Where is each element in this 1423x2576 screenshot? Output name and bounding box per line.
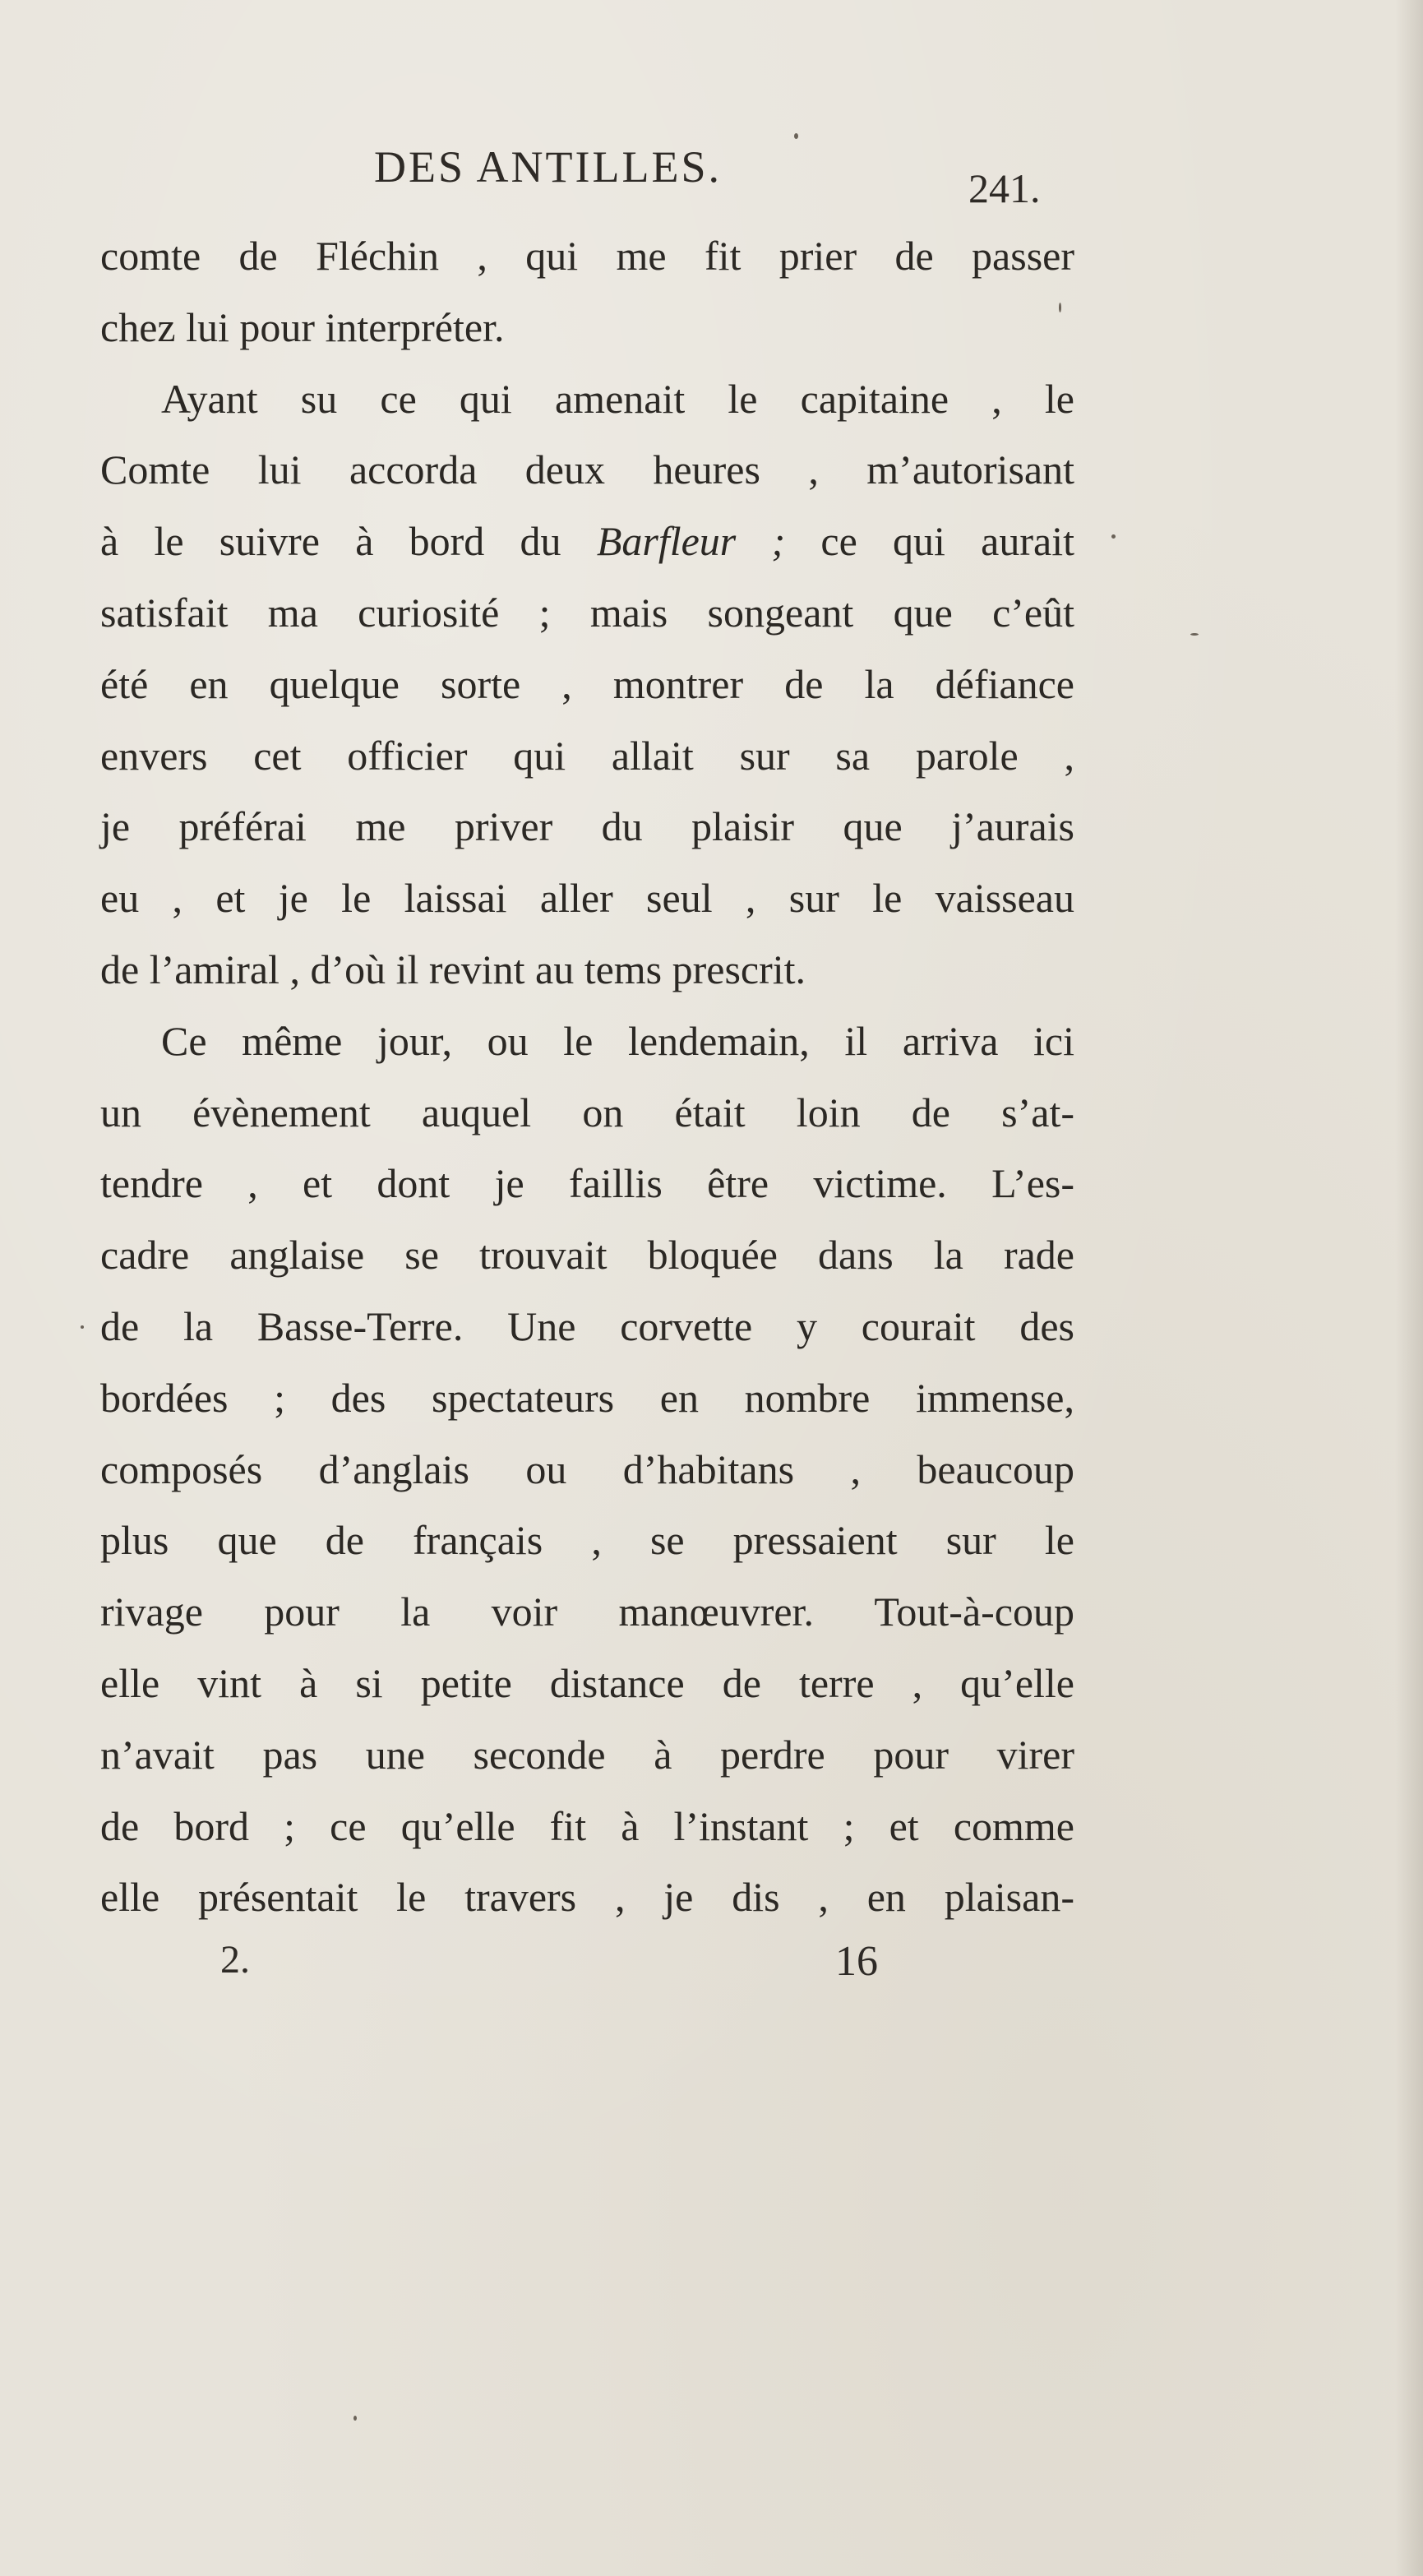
running-head: DES ANTILLES. [374, 142, 722, 192]
text-line: Comte lui accorda deux heures , m’autorisant [100, 446, 1074, 493]
paper-speck [1190, 633, 1199, 636]
text-line: envers cet officier qui allait sur sa parole , [100, 732, 1074, 779]
text-line: de l’amiral , d’où il revint au tems prescrit. [100, 946, 806, 992]
text-line: été en quelque sorte , montrer de la défiance [100, 660, 1074, 707]
paragraph-start-line: Ayant su ce qui amenait le capitaine , le [161, 375, 1074, 422]
text-line: rivage pour la voir manœuvrer. Tout-à-coup [100, 1589, 1074, 1635]
paragraph-start-line: Ce même jour, ou le lendemain, il arriva ici [161, 1017, 1074, 1064]
ship-name-italic: Barfleur ; [596, 518, 786, 565]
text-line: de bord ; ce qu’elle fit à l’instant ; et comme [100, 1802, 1074, 1849]
text-line: comte de Fléchin , qui me fit prier de passer [100, 233, 1074, 279]
text-line: tendre , et dont je faillis être victime. L’es- [100, 1160, 1074, 1207]
page-edge-shadow [1395, 0, 1423, 2576]
paper-speck [1111, 534, 1116, 539]
paper-speck [794, 133, 798, 139]
catchword: 16 [835, 1938, 878, 1985]
paper-speck [81, 1325, 84, 1329]
paper-speck [1059, 303, 1061, 312]
text-line: bordées ; des spectateurs en nombre immense, [100, 1374, 1074, 1421]
text-line: satisfait ma curiosité ; mais songeant que c’eût [100, 589, 1074, 636]
page-number: 241. [968, 165, 1041, 211]
signature-mark: 2. [220, 1938, 250, 1982]
text-line: chez lui pour interpréter. [100, 303, 505, 350]
text-line: elle vint à si petite distance de terre , qu’elle [100, 1659, 1074, 1706]
text-line: cadre anglaise se trouvait bloquée dans la rade [100, 1232, 1074, 1279]
line-segment: à le suivre à bord du [100, 518, 597, 565]
text-line: je préférai me priver du plaisir que j’aurais [100, 803, 1074, 850]
text-line: elle présentait le travers , je dis , en plaisan- [100, 1874, 1074, 1921]
text-line: composés d’anglais ou d’habitans , beaucoup [100, 1445, 1074, 1492]
text-line: un évènement auquel on était loin de s’at- [100, 1089, 1074, 1135]
text-line: de la Basse-Terre. Une corvette y courait des [100, 1302, 1074, 1349]
text-line: plus que de français , se pressaient sur le [100, 1517, 1074, 1564]
text-line [100, 506, 1074, 577]
text-line: n’avait pas une seconde à perdre pour virer [100, 1731, 1074, 1778]
text-line: eu , et je le laissai aller seul , sur le vaisseau [100, 875, 1074, 922]
paper-speck [353, 2416, 357, 2421]
line-segment: ce qui aurait [785, 518, 1074, 565]
body-text [100, 220, 1074, 1933]
